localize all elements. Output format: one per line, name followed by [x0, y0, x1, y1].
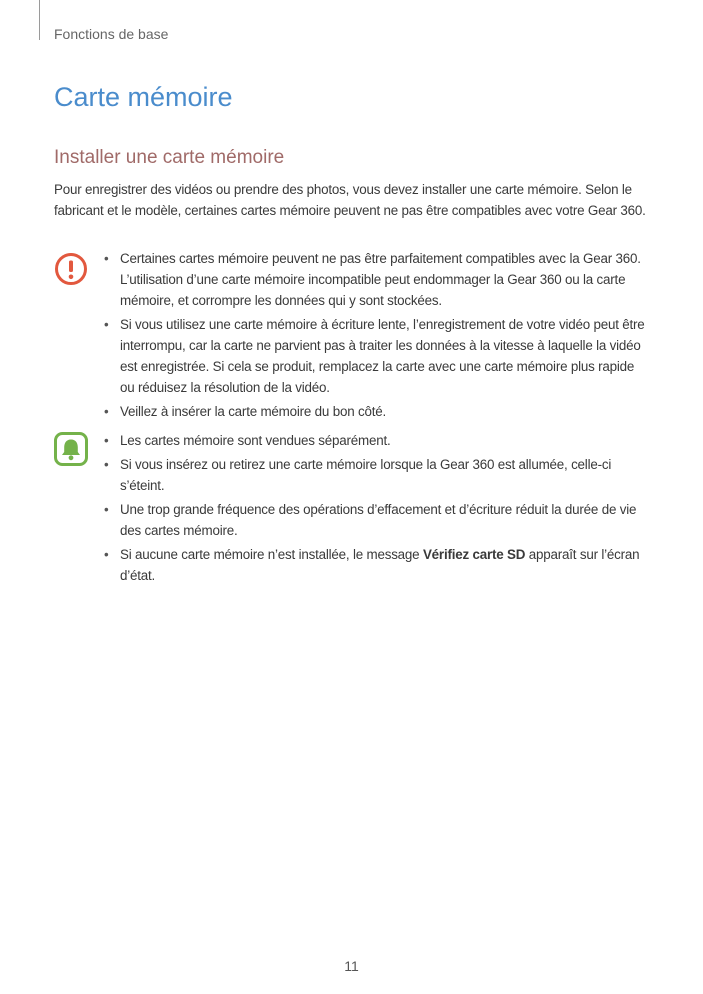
page-title: Carte mémoire: [54, 82, 233, 112]
bullet-marker: •: [104, 502, 109, 517]
sd-message-term: Vérifiez carte SD: [422, 547, 526, 562]
note-text: Les cartes mémoire sont vendues séparément.: [120, 433, 391, 448]
caution-list: [104, 248, 650, 425]
exclamation-circle-icon: [54, 252, 88, 286]
list-item: [104, 248, 650, 311]
bullet-marker: •: [104, 317, 109, 332]
note-text-after: apparaît sur l’écran d’état.: [120, 547, 640, 583]
list-item: [104, 454, 650, 496]
list-item: [104, 430, 650, 451]
bullet-marker: •: [104, 404, 109, 419]
list-item: [104, 544, 650, 586]
note-text: Si vous insérez ou retirez une carte mémoire lorsque la Gear 360 est allumée, celle-ci s’éteint.: [120, 457, 612, 493]
bell-icon: [54, 432, 88, 466]
bullet-marker: •: [104, 433, 109, 448]
bullet-marker: •: [104, 547, 109, 562]
note-text: Une trop grande fréquence des opérations d’effacement et d’écriture réduit la durée de vie des cartes mémoire.: [120, 502, 637, 538]
caution-text: Si vous utilisez une carte mémoire à écriture lente, l’enregistrement de votre vidéo peut être interrompu, car la carte ne parvient pas à traiter les données à la vitesse à laquelle la vidéo est enregistrée. Si cela se produit, remplacez la carte avec une carte mémoire plus rapide ou réduisez la résolution de la vidéo.: [120, 317, 645, 395]
caution-text: Veillez à insérer la carte mémoire du bon côté.: [120, 404, 386, 419]
section-subheading: Installer une carte mémoire: [54, 147, 285, 168]
list-item: [104, 499, 650, 541]
caution-text: Certaines cartes mémoire peuvent ne pas être parfaitement compatibles avec la Gear 360. L’utilisation d’une carte mémoire incompatible peut endommager la Gear 360 ou la carte mémoire, et corrompre les données qui y sont stockées.: [120, 251, 641, 308]
list-item: [104, 401, 650, 422]
header-divider: [39, 0, 40, 40]
note-list: [104, 430, 650, 589]
bullet-marker: •: [104, 251, 109, 266]
list-item: [104, 314, 650, 398]
section-label: Fonctions de base: [54, 26, 169, 42]
page-number: 11: [344, 958, 359, 974]
note-text-before: Si aucune carte mémoire n’est installée, le message: [120, 547, 423, 562]
bullet-marker: •: [104, 457, 109, 472]
intro-paragraph: Pour enregistrer des vidéos ou prendre des photos, vous devez installer une carte mémoire. Selon le fabricant et le modèle, certaines cartes mémoire peuvent ne pas être compatibles avec votre Gear 360.: [54, 182, 646, 218]
